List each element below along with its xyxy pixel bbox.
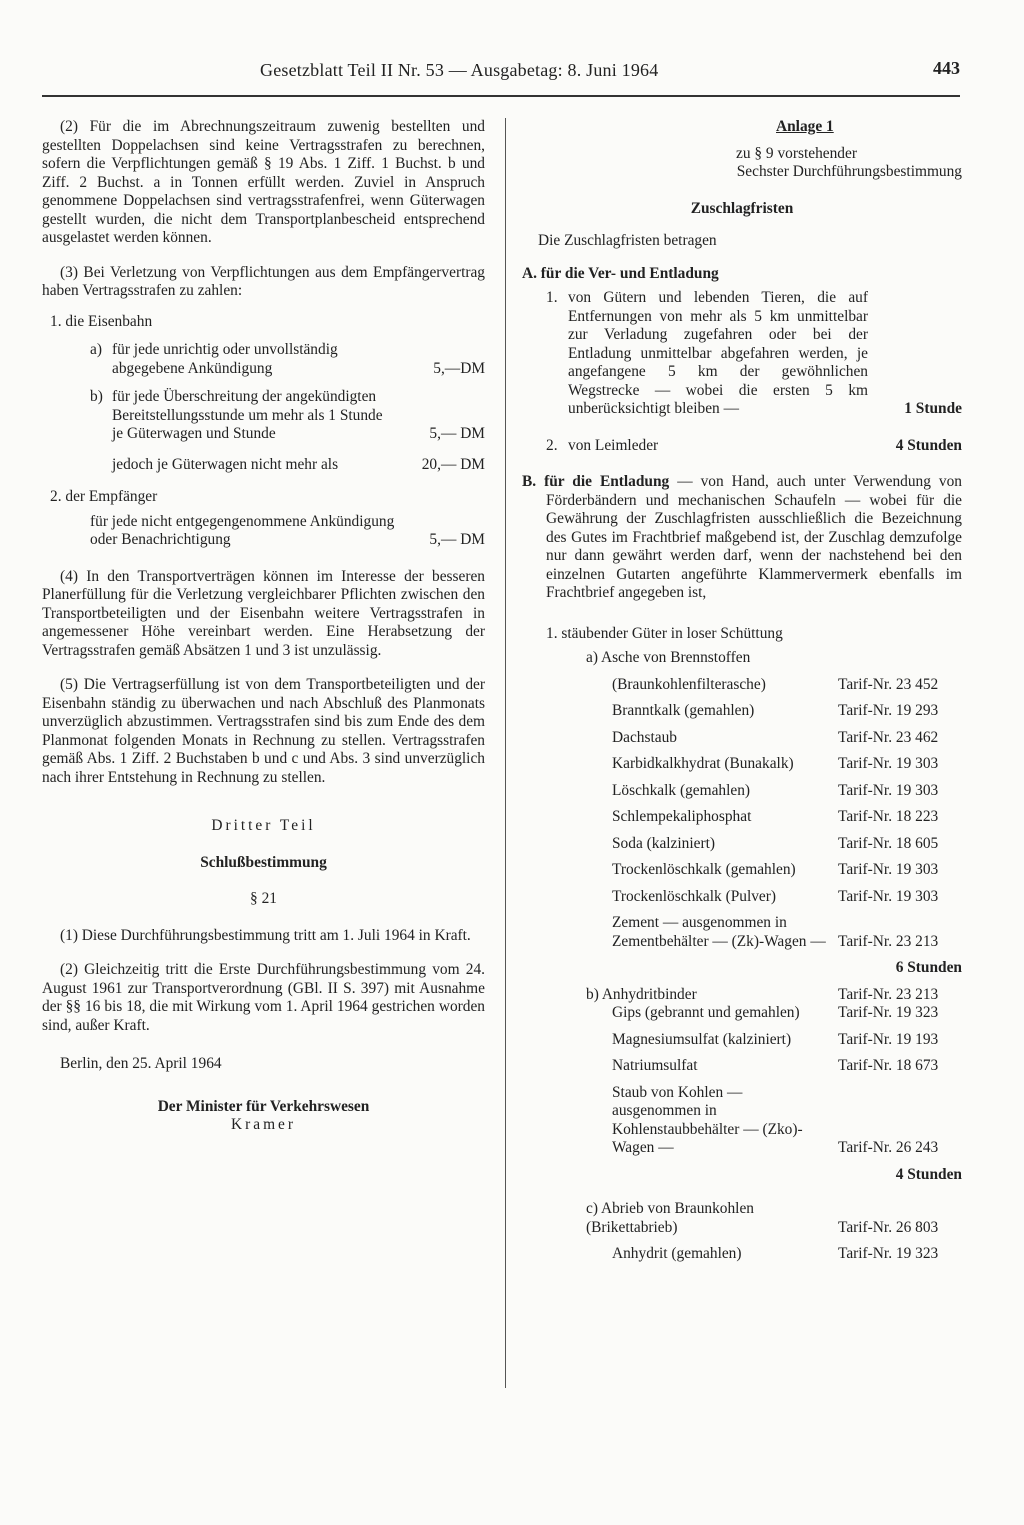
paragraph-3: (3) Bei Verletzung von Verpflichtungen aus dem Empfängervertrag haben Vertragsstrafen zu zahlen:: [42, 263, 485, 299]
anlage-heading: Anlage 1: [776, 118, 834, 135]
material-name: Trockenlöschkalk (Pulver): [612, 887, 776, 905]
material-name: Magnesiumsulfat (kalziniert): [612, 1030, 792, 1048]
material-name: Schlempekaliphosphat: [612, 808, 752, 825]
tarif-number: Tarif-Nr. 23 213: [838, 932, 939, 950]
clause-1: (1) Diese Durchführungsbestimmung tritt am 1. Juli 1964 in Kraft.: [60, 926, 471, 944]
tarif-row: [612, 1057, 962, 1076]
penalty-a-label: a): [90, 341, 102, 358]
tarif-row: [612, 888, 962, 907]
anlage-ref-1: zu § 9 vorstehender: [736, 144, 857, 162]
penalty-b-max-text: jedoch je Güterwagen nicht mehr als: [112, 455, 339, 473]
column-divider: [505, 118, 506, 1388]
group-b-heading: b) Anhydritbinder: [586, 985, 697, 1003]
section-a-item-1: [546, 289, 962, 419]
tarif-number: Tarif-Nr. 18 673: [838, 1057, 939, 1074]
group-a-heading: a) Asche von Brennstoffen: [586, 649, 751, 666]
tarif-row: [612, 861, 962, 880]
material-name: Trockenlöschkalk (gemahlen): [612, 861, 796, 878]
signing-date: Berlin, den 25. April 1964: [60, 1055, 222, 1072]
material-name: Anhydrit (gemahlen): [612, 1245, 742, 1262]
material-name: Löschkalk (gemahlen): [612, 781, 751, 799]
section-title: Schlußbestimmung: [200, 853, 327, 871]
material-name: Staub von Kohlen — ausgenommen in Kohlenstaubbehälter — (Zko)-Wagen —: [612, 1083, 803, 1156]
section-number: § 21: [250, 890, 277, 907]
group-c-heading: c) Abrieb von Braunkohlen (Brikettabrieb): [586, 1200, 754, 1236]
section-a-item-2: [546, 437, 962, 456]
tarif-row: [612, 702, 962, 721]
paragraph-5: (5) Die Vertragserfüllung ist von dem Transportbeteiligten und der Eisenbahn ständig zu überwachen und nach Abschluß des Planmonats unverzüglich abzustimmen. Vertragsstrafen sind bis zum Ende des dem Planmonat folgenden Monats in Rechnung zu stellen. Vertragsstrafen gemäß Abs. 1 Ziff. 2 Buchstaben b und c und Abs. 3 sind unverzüglich nach ihrer Entstehung in Rechnung zu stellen.: [42, 676, 485, 786]
section-a-item-2-text: von Leimleder: [568, 436, 659, 454]
penalty-b-label: b): [90, 388, 103, 405]
tarif-number: Tarif-Nr. 19 323: [838, 1004, 939, 1021]
material-name: Natriumsulfat: [612, 1057, 698, 1074]
material-name: Branntkalk (gemahlen): [612, 702, 755, 719]
left-column: [42, 118, 485, 1135]
tarif-row: [612, 755, 962, 774]
tarif-row: [612, 1031, 962, 1050]
penalty-a: [90, 341, 485, 378]
penalty-b-value: 5,— DM: [429, 425, 485, 442]
anlage-ref-2: Sechster Durchführungsbestimmung: [736, 163, 962, 180]
group-c-heading-tarif: Tarif-Nr. 26 803: [838, 1218, 939, 1236]
material-name: Dachstaub: [612, 728, 677, 746]
paragraph-4: (4) In den Transportverträgen können im Interesse der besseren Planerfüllung für die Verletzung vergleichbarer Pflichten zwischen den Transportbeteiligten und der Eisenbahn weitere Vertragsstrafen in angemessener Höhe vereinbart werden. Eine Herabsetzung der Vertragsstrafen gemäß Absätzen 1 und 3 ist unzulässig.: [42, 567, 485, 659]
part-heading: Dritter Teil: [211, 817, 316, 834]
item-empfaenger: 2. der Empfänger: [50, 488, 158, 505]
header-title: Gesetzblatt Teil II Nr. 53 — Ausgabetag: 8. Juni 1964: [260, 60, 659, 80]
section-a-heading: A. für die Ver- und Entladung: [522, 264, 719, 282]
section-a-item-1-value: 1 Stunde: [904, 400, 962, 417]
document-title: Zuschlagfristen: [690, 199, 794, 217]
tarif-row: [612, 729, 962, 748]
tarif-number: Tarif-Nr. 19 293: [838, 702, 939, 719]
group-b-total: 4 Stunden: [895, 1165, 962, 1183]
minister-name: Kramer: [231, 1116, 296, 1133]
penalty-a-text: für jede unrichtig oder unvollständig abgegebene Ankündigung: [112, 341, 338, 377]
tarif-row: [612, 1245, 962, 1264]
page-header: [42, 56, 960, 90]
penalty-b-text: für jede Überschreitung der angekündigten Bereitstellungsstunde um mehr als 1 Stunde je Güterwagen und Stunde: [112, 388, 383, 442]
material-name: Gips (gebrannt und gemahlen): [612, 1004, 800, 1021]
section-b-heading: B. für die Entladung: [522, 473, 670, 490]
minister-title: Der Minister für Verkehrswesen: [157, 1097, 370, 1115]
right-column: [522, 118, 962, 1272]
group-b-heading-tarif: Tarif-Nr. 23 213: [838, 985, 939, 1003]
item-eisenbahn: 1. die Eisenbahn: [50, 312, 153, 330]
tarif-number: Tarif-Nr. 19 303: [838, 861, 939, 878]
tarif-number: Tarif-Nr. 18 223: [838, 808, 939, 825]
material-name: Zement — ausgenommen in Zementbehälter — (Zk)-Wagen —: [612, 914, 826, 950]
tarif-number: Tarif-Nr. 19 193: [838, 1030, 939, 1048]
group-a-total: 6 Stunden: [895, 959, 962, 976]
section-a-item-1-text: von Gütern und lebenden Tieren, die auf Entfernungen von mehr als 5 km unmittelbar zur Verladung zugefahren oder bei der Entladung unmittelbar abgefahren werden, je angefangene 5 km der gewöhnlichen Wegstrecke — wobei die ersten 5 km unberücksichtigt bleiben —: [568, 289, 868, 417]
section-b-paragraph: [522, 473, 962, 603]
tarif-number: Tarif-Nr. 19 303: [838, 755, 939, 772]
tarif-row: [612, 835, 962, 854]
paragraph-2: (2) Für die im Abrechnungszeitraum zuwenig bestellten und gestellten Doppelachsen sind keine Vertragsstrafen zu berechnen, sofern die Verpflichtungen gemäß § 19 Abs. 1 Ziff. 1 Buchst. b und Ziff. 2 Buchst. a in Tonnen erfüllt werden. Zuviel in Anspruch genommene Doppelachsen sind vertragsstrafenfrei, wenn Güterwagen gestellt wurden, die nicht dem Transportplanbescheid entsprechend ausgelastet werden können.: [42, 118, 485, 246]
page-number: 443: [933, 58, 960, 78]
intro-text: Die Zuschlagfristen betragen: [538, 232, 717, 249]
penalty-b: [90, 388, 485, 444]
tarif-number: Tarif-Nr. 23 452: [838, 675, 939, 693]
tarif-number: Tarif-Nr. 19 323: [838, 1245, 939, 1262]
penalty-a-value: 5,—DM: [433, 359, 485, 377]
clause-2: (2) Gleichzeitig tritt die Erste Durchführungsbestimmung vom 24. August 1961 zur Transportverordnung (GBl. II S. 397) mit Ausnahme der §§ 16 bis 18, die mit Wirkung vom 1. April 1964 gestrichen worden sind, außer Kraft.: [42, 961, 485, 1034]
tarif-number: Tarif-Nr. 19 303: [838, 781, 939, 799]
material-name: Soda (kalziniert): [612, 834, 715, 852]
tarif-row: [612, 1084, 962, 1158]
tarif-row: [612, 782, 962, 801]
penalty-empfaenger-text: für jede nicht entgegengenommene Ankündigung oder Benachrichtigung: [90, 512, 395, 548]
penalty-b-max: [112, 456, 485, 475]
group-c-heading-row: [586, 1200, 962, 1237]
penalty-empfaenger-value: 5,— DM: [429, 531, 485, 548]
tarif-row: [612, 676, 962, 695]
header-rule: [42, 95, 960, 97]
material-name: Karbidkalkhydrat (Bunakalk): [612, 755, 794, 772]
tarif-number: Tarif-Nr. 26 243: [838, 1139, 939, 1156]
section-b-text: — von Hand, auch unter Verwendung von Förderbändern und mechanischen Schaufeln — wobei für die Gewährung der Zuschlagfristen ausschließlich die Bezeichnung des Gutes im Frachtbrief maßgebend ist, der Zuschlag demzufolge nur dann gewährt werden darf, wenn der nachstehend bei den einzelnen Gutarten angeführte Klammervermerk ebenfalls im Frachtbrief angegeben ist,: [546, 473, 962, 601]
material-name: (Braunkohlenfilterasche): [612, 675, 766, 693]
section-a-item-2-number: 2.: [546, 436, 558, 454]
group-b-list: [612, 1004, 962, 1158]
tarif-number: Tarif-Nr. 18 605: [838, 834, 939, 852]
tarif-number: Tarif-Nr. 23 462: [838, 728, 939, 746]
group-a-list: [612, 676, 962, 952]
section-b-item-1: 1. stäubender Güter in loser Schüttung: [546, 624, 783, 642]
tarif-row: [612, 808, 962, 827]
tarif-row: [612, 914, 962, 951]
group-b-heading-row: [586, 986, 962, 1005]
penalty-b-max-value: 20,— DM: [421, 455, 485, 473]
tarif-row: [612, 1004, 962, 1023]
section-a-item-1-number: 1.: [546, 289, 558, 306]
tarif-number: Tarif-Nr. 19 303: [838, 887, 939, 905]
section-a-item-2-value: 4 Stunden: [895, 436, 962, 454]
penalty-empfaenger: [90, 513, 485, 550]
group-c-list: [612, 1245, 962, 1264]
